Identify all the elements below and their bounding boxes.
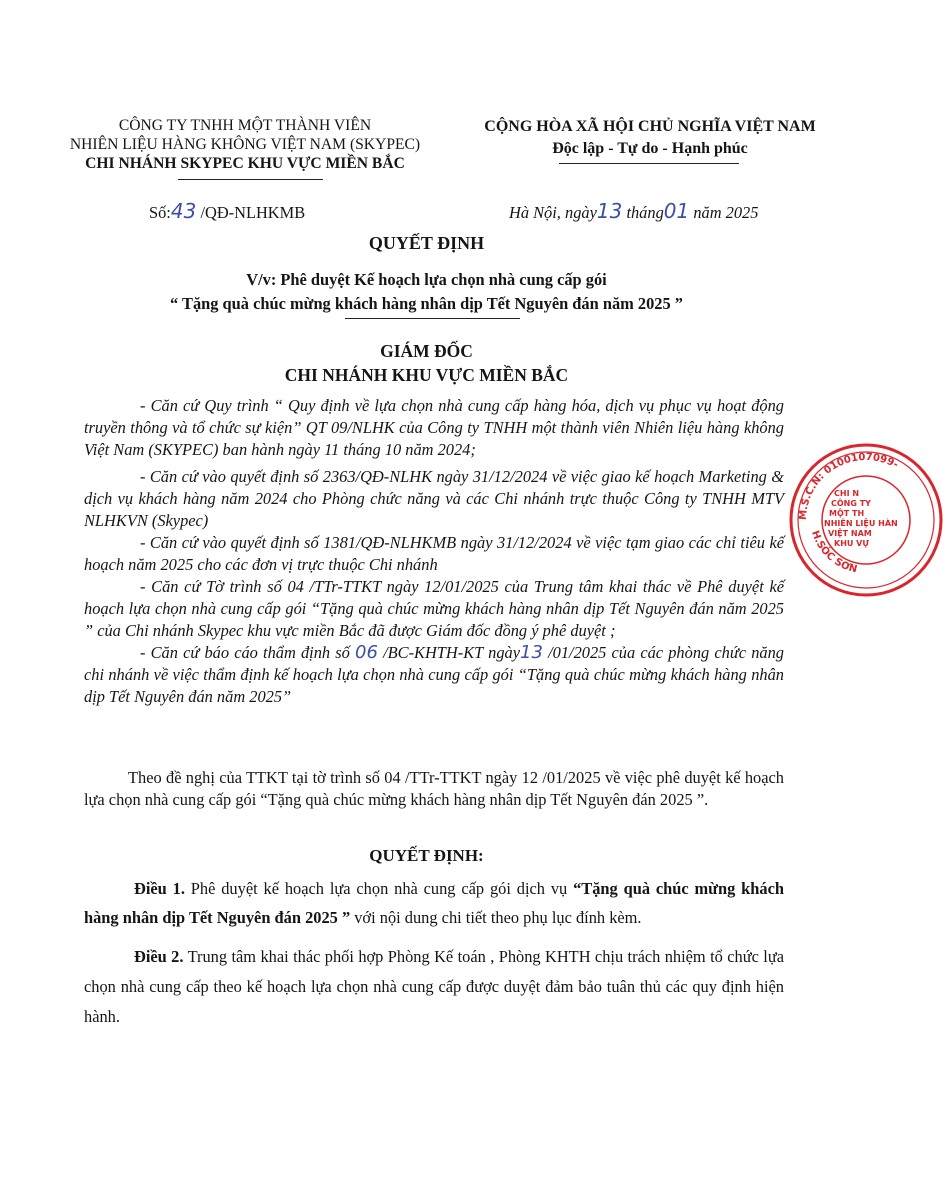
subject: [0, 268, 853, 316]
stamp-inner-line: VIỆT NAM: [828, 529, 872, 538]
handwritten-report-day: 13: [520, 642, 543, 663]
stamp-tax-code: M.S.C.N: 0100107099-: [797, 451, 900, 521]
branch-underline: [178, 179, 323, 180]
stamp-inner-line: CHI N: [834, 489, 860, 498]
proposal-text: Theo đề nghị của TTKT tại tờ trình số 04 /TTr-TTKT ngày 12 /01/2025 về việc phê duyệt kế hoạch lựa chọn nhà cung cấp gói “Tặng quà chúc mừng khách hàng nhân dịp Tết Nguyên đán 2025 ”.: [84, 768, 784, 809]
handwritten-number: 43: [170, 199, 197, 223]
authority: [0, 339, 853, 387]
stamp-inner-line: CÔNG TY: [831, 499, 871, 508]
subject-line1: V/v: Phê duyệt Kế hoạch lựa chọn nhà cung cấp gói: [246, 270, 607, 289]
stamp-inner-line: MỘT TH: [829, 509, 865, 518]
company-header: [60, 116, 430, 173]
basis-paragraph: - Căn cứ báo cáo thẩm định số 06 /BC-KHTH-KT ngày13 /01/2025 của các phòng chức năng chi nhánh về việc thẩm định kế hoạch lựa chọn nhà cung cấp gói “Tặng quà chúc mừng khách hàng nhân dịp Tết Nguyên đán năm 2025”: [84, 642, 784, 706]
article-1-label: Điều 1.: [134, 879, 185, 898]
article-2: Điều 2. Trung tâm khai thác phối hợp Phòng Kế toán , Phòng KHTH chịu trách nhiệm tổ chức lựa chọn nhà cung cấp theo kế hoạch lựa chọn nhà cung cấp được duyệt đảm bảo tuân thủ các quy định hiện hành.: [84, 947, 784, 1026]
basis-paragraph: - Căn cứ vào quyết định số 1381/QĐ-NLHKMB ngày 31/12/2024 về việc tạm giao các chỉ tiêu kế hoạch năm 2025 cho các đơn vị trực thuộc Chi nhánh: [84, 533, 784, 574]
subject-underline: [345, 318, 520, 319]
basis-paragraph: - Căn cứ Quy trình “ Quy định về lựa chọn nhà cung cấp hàng hóa, dịch vụ phục vụ hoạt động truyền thông và tổ chức sự kiện” QT 09/NLHK của Công ty TNHH một thành viên Nhiên liệu hàng không Việt Nam (SKYPEC) ban hành ngày 11 tháng 10 năm 2024;: [84, 396, 784, 459]
authority-unit: CHI NHÁNH KHU VỰC MIỀN BẮC: [284, 365, 569, 385]
stamp-location: H.SÓC SƠN: [809, 529, 859, 576]
subject-line2: “ Tặng quà chúc mừng khách hàng nhân dịp Tết Nguyên đán năm 2025 ”: [170, 294, 683, 313]
article-2-label: Điều 2.: [134, 947, 184, 966]
document-number: Số:43 /QĐ-NLHKMB: [149, 199, 306, 223]
article-1-package: “Tặng quà chúc mừng khách hàng nhân dịp Tết Nguyên đán 2025 ”: [84, 879, 784, 927]
branch-name: CHI NHÁNH SKYPEC KHU VỰC MIỀN BẮC: [85, 155, 405, 172]
national-motto: Độc lập - Tự do - Hạnh phúc: [552, 140, 748, 157]
company-stamp: [786, 440, 946, 600]
proposal: [84, 767, 784, 811]
stamp-inner-line: KHU VỰ: [834, 539, 870, 548]
article-1: Điều 1. Phê duyệt kế hoạch lựa chọn nhà cung cấp gói dịch vụ “Tặng quà chúc mừng khách hàng nhân dịp Tết Nguyên đán 2025 ” với nội dung chi tiết theo phụ lục đính kèm.: [84, 879, 784, 927]
decision-title: QUYẾT ĐỊNH:: [369, 846, 484, 865]
company-name-line2: NHIÊN LIỆU HÀNG KHÔNG VIỆT NAM (SKYPEC): [69, 136, 421, 153]
document-date: Hà Nội, ngày13 tháng01 năm 2025: [509, 199, 759, 223]
handwritten-report-number: 06: [355, 642, 378, 663]
motto-underline: [559, 163, 739, 164]
legal-bases: [84, 395, 784, 708]
document-title: QUYẾT ĐỊNH: [368, 233, 485, 253]
stamp-inner-line: NHIÊN LIỆU HÀN: [824, 519, 898, 528]
basis-paragraph: - Căn cứ Tờ trình số 04 /TTr-TTKT ngày 12/01/2025 của Trung tâm khai thác về Phê duyệt kế hoạch lựa chọn nhà cung cấp gói “Tặng quà chúc mừng khách hàng nhân dịp Tết Nguyên đán năm 2025 ” của Chi nhánh Skypec khu vực miền Bắc đã được Giám đốc đồng ý phê duyệt ;: [84, 577, 784, 640]
company-name-line1: CÔNG TY TNHH MỘT THÀNH VIÊN: [118, 117, 372, 134]
basis-paragraph: - Căn cứ vào quyết định số 2363/QĐ-NLHK ngày 31/12/2024 về việc giao kế hoạch Marketing & dịch vụ khách hàng năm 2024 cho Phòng chức năng và các Chi nhánh trực thuộc Công ty TNHH MTV NLHKVN (Skypec): [84, 467, 784, 530]
handwritten-day: 13: [596, 199, 623, 223]
handwritten-month: 01: [663, 199, 690, 223]
authority-title: GIÁM ĐỐC: [380, 341, 473, 361]
national-header: [470, 116, 830, 160]
national-name: CỘNG HÒA XÃ HỘI CHỦ NGHĨA VIỆT NAM: [484, 118, 816, 135]
